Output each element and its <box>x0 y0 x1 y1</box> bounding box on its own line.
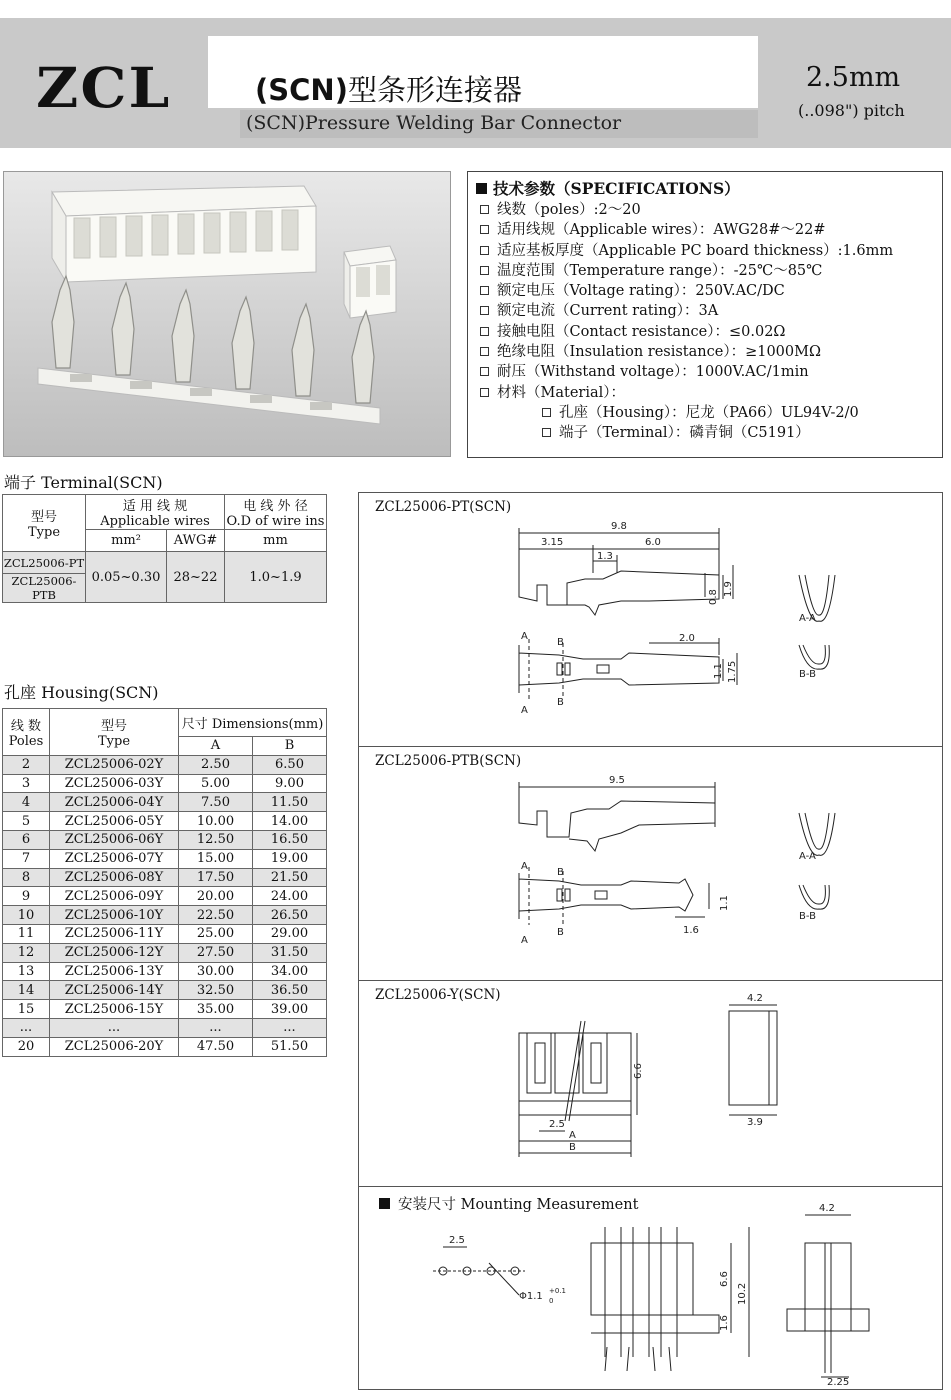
housing-cell-a: 5.00 <box>179 774 253 793</box>
housing-cell-b: 16.50 <box>253 830 327 849</box>
terminal-od-value: 1.0~1.9 <box>225 552 327 603</box>
spec-item: 适应基板厚度（Applicable PC board thickness）:1.6mm <box>476 241 934 261</box>
dim-y-3-9: 3.9 <box>747 1117 763 1128</box>
housing-cell-b: 6.50 <box>253 755 327 774</box>
dim-mount-10-2: 10.2 <box>737 1282 748 1305</box>
housing-cell-poles: 5 <box>3 812 50 831</box>
product-photo-illustration <box>4 172 452 458</box>
drawing-ptb-section <box>359 747 942 981</box>
technical-drawings-panel <box>358 492 943 1390</box>
checkbox-icon <box>480 367 489 376</box>
housing-header-dimensions: 尺寸 Dimensions(mm) <box>179 709 327 737</box>
drawing-pt-section <box>359 493 942 747</box>
spec-item: 材料（Material）： <box>476 383 934 403</box>
housing-cell-type: ZCL25006-08Y <box>50 868 179 887</box>
housing-cell-poles: ... <box>3 1018 50 1037</box>
housing-cell-b: 34.00 <box>253 962 327 981</box>
terminal-section-title: 端子 Terminal(SCN) <box>4 473 163 492</box>
housing-cell-type: ZCL25006-02Y <box>50 755 179 774</box>
dim-ptb-1-6: 1.6 <box>683 925 699 936</box>
housing-row <box>3 887 327 906</box>
pitch-sub: (..098") pitch <box>798 101 905 120</box>
housing-row <box>3 830 327 849</box>
housing-cell-b: 31.50 <box>253 943 327 962</box>
specifications-panel <box>467 171 943 458</box>
spec-item: 绝缘电阻（Insulation resistance）：≥1000MΩ <box>476 342 934 362</box>
checkbox-icon <box>480 225 489 234</box>
housing-row <box>3 1000 327 1019</box>
dim-mount-4-2: 4.2 <box>819 1203 835 1214</box>
dim-mount-tol-lower: 0 <box>549 1297 554 1305</box>
housing-cell-poles: 9 <box>3 887 50 906</box>
checkbox-icon <box>542 428 551 437</box>
housing-cell-poles: 10 <box>3 906 50 925</box>
spec-item: 额定电压（Voltage rating）：250V.AC/DC <box>476 281 934 301</box>
housing-cell-a: 47.50 <box>179 1037 253 1056</box>
checkbox-icon <box>480 205 489 214</box>
housing-cell-poles: 15 <box>3 1000 50 1019</box>
dim-pt-1-3: 1.3 <box>597 551 613 562</box>
dim-y-2-5: 2.5 <box>549 1119 565 1130</box>
housing-cell-b: 9.00 <box>253 774 327 793</box>
section-label-aa: A-A <box>799 613 816 624</box>
checkbox-icon <box>480 388 489 397</box>
dim-pt-1-9: 1.9 <box>723 581 734 597</box>
section-mark-b: B <box>557 867 564 878</box>
housing-cell-b: 11.50 <box>253 793 327 812</box>
housing-cell-type: ZCL25006-14Y <box>50 981 179 1000</box>
drawing-y-section <box>359 981 942 1187</box>
housing-cell-poles: 4 <box>3 793 50 812</box>
housing-row <box>3 1037 327 1056</box>
housing-cell-a: 27.50 <box>179 943 253 962</box>
spec-sub-item: 端子（Terminal）：磷青铜（C5191） <box>476 423 934 443</box>
terminal-type-1: ZCL25006-PT <box>3 552 86 574</box>
housing-cell-a: ... <box>179 1018 253 1037</box>
housing-header-poles: 线 数 Poles <box>3 709 50 756</box>
terminal-header-wires: 适 用 线 规 Applicable wires <box>86 495 225 530</box>
section-mark-b: B <box>557 697 564 708</box>
spec-item: 耐压（Withstand voltage）：1000V.AC/1min <box>476 362 934 382</box>
section-label-aa: A-A <box>799 851 816 862</box>
dim-pt-1-1: 1.1 <box>713 663 724 679</box>
housing-cell-b: 36.50 <box>253 981 327 1000</box>
dim-y-6-6: 6.6 <box>633 1063 644 1079</box>
housing-cell-b: 21.50 <box>253 868 327 887</box>
section-label-bb: B-B <box>799 911 816 922</box>
drawing-mounting-figure <box>359 1187 942 1391</box>
section-mark-a: A <box>521 631 528 642</box>
housing-row <box>3 793 327 812</box>
dim-ptb-9-5: 9.5 <box>609 775 625 786</box>
section-mark-a: A <box>521 935 528 946</box>
housing-cell-a: 12.50 <box>179 830 253 849</box>
housing-header-b: B <box>253 737 327 756</box>
housing-cell-a: 10.00 <box>179 812 253 831</box>
drawing-ptb-figure <box>359 747 942 981</box>
drawing-ptb-label: ZCL25006-PTB(SCN) <box>375 753 522 769</box>
housing-cell-b: ... <box>253 1018 327 1037</box>
housing-cell-b: 29.00 <box>253 924 327 943</box>
housing-cell-a: 35.00 <box>179 1000 253 1019</box>
housing-cell-a: 25.00 <box>179 924 253 943</box>
spec-item: 接触电阻（Contact resistance）：≤0.02Ω <box>476 322 934 342</box>
housing-cell-a: 32.50 <box>179 981 253 1000</box>
spec-item: 温度范围（Temperature range）：-25℃～85℃ <box>476 261 934 281</box>
terminal-mm2-value: 0.05~0.30 <box>86 552 167 603</box>
housing-row <box>3 943 327 962</box>
section-label-bb: B-B <box>799 669 816 680</box>
spec-item: 额定电流（Current rating）：3A <box>476 301 934 321</box>
drawing-pt-figure <box>359 493 942 747</box>
bullet-square-icon <box>476 183 487 194</box>
housing-row <box>3 849 327 868</box>
dim-pt-0-8: 0.8 <box>708 589 719 605</box>
housing-row <box>3 981 327 1000</box>
housing-row <box>3 868 327 887</box>
product-photo <box>3 171 451 457</box>
spec-item: 适用线规（Applicable wires）：AWG28#～22# <box>476 220 934 240</box>
housing-header-a: A <box>179 737 253 756</box>
housing-cell-b: 39.00 <box>253 1000 327 1019</box>
housing-cell-type: ZCL25006-09Y <box>50 887 179 906</box>
terminal-unit-mm: mm <box>225 530 327 552</box>
page-title-cn: (SCN)型条形连接器 <box>255 73 522 107</box>
terminal-header-type: 型号 Type <box>3 495 86 552</box>
dim-mount-6-6: 6.6 <box>719 1271 730 1287</box>
terminal-header-od: 电 线 外 径 O.D of wire ins <box>225 495 327 530</box>
dim-mount-1-6: 1.6 <box>719 1315 730 1331</box>
housing-cell-a: 20.00 <box>179 887 253 906</box>
checkbox-icon <box>480 266 489 275</box>
spec-sub-item: 孔座（Housing）：尼龙（PA66）UL94V-2/0 <box>476 403 934 423</box>
housing-cell-type: ... <box>50 1018 179 1037</box>
checkbox-icon <box>480 327 489 336</box>
section-mark-b: B <box>557 927 564 938</box>
dim-pt-3-15: 3.15 <box>541 537 564 548</box>
housing-cell-b: 14.00 <box>253 812 327 831</box>
housing-cell-type: ZCL25006-06Y <box>50 830 179 849</box>
drawing-y-figure <box>359 981 942 1187</box>
dim-pt-1-75: 1.75 <box>727 660 738 683</box>
checkbox-icon <box>480 286 489 295</box>
housing-cell-b: 19.00 <box>253 849 327 868</box>
housing-section-title: 孔座 Housing(SCN) <box>4 683 159 702</box>
section-mark-a: A <box>521 861 528 872</box>
drawing-pt-label: ZCL25006-PT(SCN) <box>375 499 512 515</box>
housing-cell-type: ZCL25006-05Y <box>50 812 179 831</box>
housing-header-type: 型号 Type <box>50 709 179 756</box>
housing-cell-b: 51.50 <box>253 1037 327 1056</box>
housing-cell-poles: 7 <box>3 849 50 868</box>
brand-logo: ZCL <box>36 55 172 121</box>
checkbox-icon <box>542 408 551 417</box>
checkbox-icon <box>480 347 489 356</box>
dim-mount-2-25: 2.25 <box>827 1377 850 1388</box>
housing-cell-a: 30.00 <box>179 962 253 981</box>
checkbox-icon <box>480 246 489 255</box>
housing-cell-poles: 8 <box>3 868 50 887</box>
housing-cell-a: 2.50 <box>179 755 253 774</box>
dim-pt-6-0: 6.0 <box>645 537 661 548</box>
housing-cell-type: ZCL25006-12Y <box>50 943 179 962</box>
page-title-en: (SCN)Pressure Welding Bar Connector <box>246 112 622 134</box>
page-title-cn-text: 型条形连接器 <box>347 73 522 107</box>
dim-y-4-2: 4.2 <box>747 993 763 1004</box>
housing-row <box>3 1018 327 1037</box>
housing-cell-poles: 2 <box>3 755 50 774</box>
housing-cell-b: 24.00 <box>253 887 327 906</box>
housing-cell-type: ZCL25006-10Y <box>50 906 179 925</box>
housing-cell-poles: 11 <box>3 924 50 943</box>
checkbox-icon <box>480 306 489 315</box>
housing-cell-type: ZCL25006-07Y <box>50 849 179 868</box>
housing-cell-poles: 20 <box>3 1037 50 1056</box>
terminal-unit-mm2: mm² <box>86 530 167 552</box>
spec-item: 线数（poles）:2～20 <box>476 200 934 220</box>
terminal-type-2: ZCL25006-PTB <box>3 574 86 603</box>
housing-cell-type: ZCL25006-11Y <box>50 924 179 943</box>
terminal-unit-awg: AWG# <box>167 530 225 552</box>
housing-cell-a: 15.00 <box>179 849 253 868</box>
housing-cell-type: ZCL25006-15Y <box>50 1000 179 1019</box>
housing-cell-type: ZCL25006-20Y <box>50 1037 179 1056</box>
housing-cell-a: 7.50 <box>179 793 253 812</box>
terminal-table <box>2 494 327 603</box>
housing-cell-b: 26.50 <box>253 906 327 925</box>
housing-cell-poles: 12 <box>3 943 50 962</box>
housing-row <box>3 774 327 793</box>
housing-row <box>3 812 327 831</box>
housing-cell-poles: 13 <box>3 962 50 981</box>
housing-row <box>3 755 327 774</box>
housing-cell-a: 22.50 <box>179 906 253 925</box>
housing-cell-poles: 3 <box>3 774 50 793</box>
housing-table <box>2 708 327 1057</box>
pitch-value: 2.5mm <box>806 62 901 93</box>
housing-cell-type: ZCL25006-04Y <box>50 793 179 812</box>
housing-row <box>3 962 327 981</box>
section-mark-a: A <box>521 705 528 716</box>
housing-cell-poles: 14 <box>3 981 50 1000</box>
section-mark-b: B <box>557 637 564 648</box>
housing-row <box>3 924 327 943</box>
housing-cell-type: ZCL25006-03Y <box>50 774 179 793</box>
housing-cell-poles: 6 <box>3 830 50 849</box>
dim-pt-2-0: 2.0 <box>679 633 695 644</box>
drawing-mounting-section <box>359 1187 942 1391</box>
dim-ptb-1-1: 1.1 <box>719 895 730 911</box>
dim-y-a: A <box>569 1130 576 1141</box>
terminal-awg-value: 28~22 <box>167 552 225 603</box>
housing-cell-type: ZCL25006-13Y <box>50 962 179 981</box>
dim-mount-hole-dia: Φ1.1 <box>519 1291 543 1302</box>
housing-row <box>3 906 327 925</box>
dim-mount-2-5: 2.5 <box>449 1235 465 1246</box>
housing-cell-a: 17.50 <box>179 868 253 887</box>
dim-mount-tol-upper: +0.1 <box>549 1287 566 1295</box>
mounting-title: 安装尺寸 Mounting Measurement <box>379 1193 638 1214</box>
drawing-y-label: ZCL25006-Y(SCN) <box>375 987 501 1003</box>
dim-y-b: B <box>569 1142 576 1153</box>
dim-pt-9-8: 9.8 <box>611 521 627 532</box>
specifications-heading: 技术参数（SPECIFICATIONS） <box>476 178 934 200</box>
